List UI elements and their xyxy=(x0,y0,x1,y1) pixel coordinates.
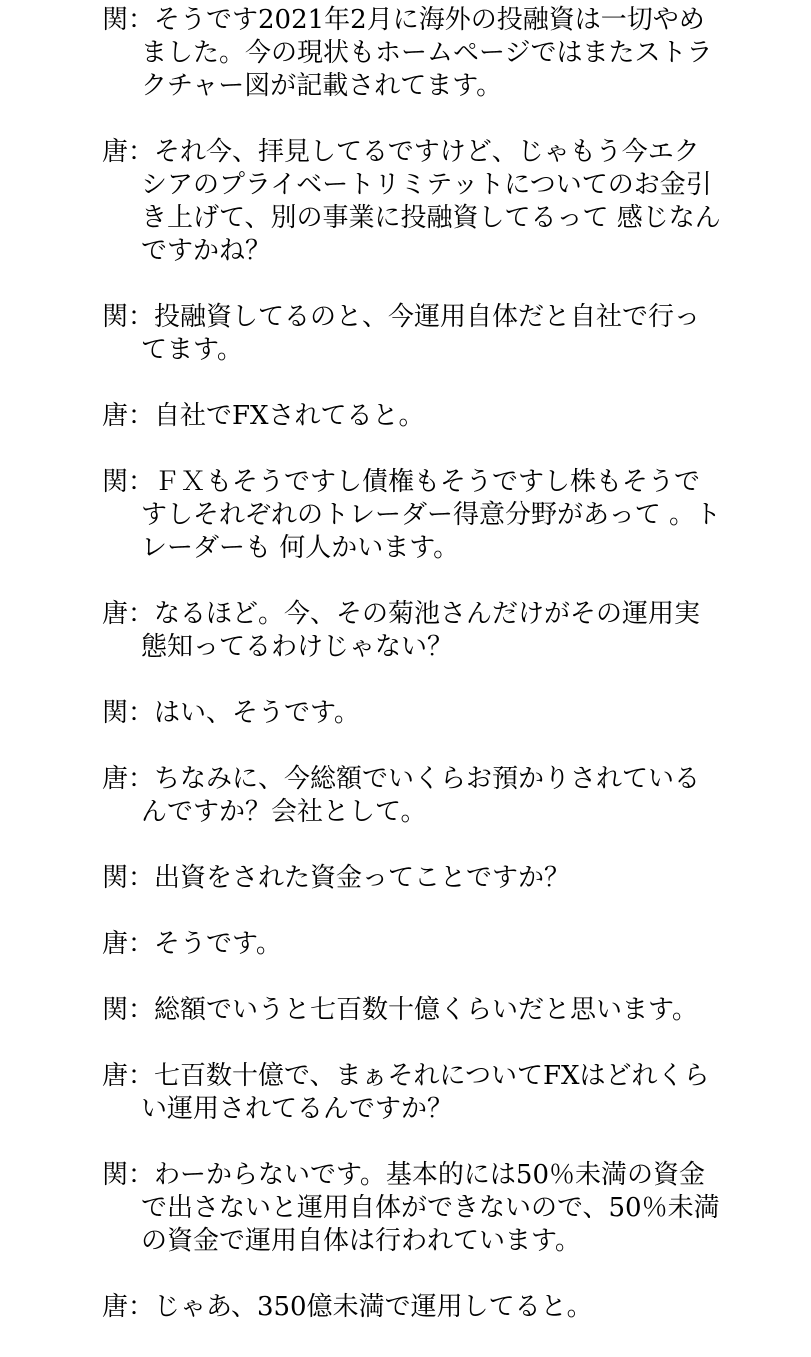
transcript-entry xyxy=(102,466,722,565)
transcript-entry xyxy=(102,697,702,730)
transcript-entry xyxy=(102,4,713,103)
transcript-line: 態知ってるわけじゃない？ xyxy=(141,632,454,662)
transcript-entry xyxy=(102,598,702,664)
transcript-entry xyxy=(102,1159,720,1258)
transcript-entry xyxy=(102,136,721,268)
transcript-line: き上げて、別の事業に投融資してるって 感じなん xyxy=(141,203,721,233)
transcript-line: で出さないと運用自体ができないので、50％未満 xyxy=(141,1193,720,1223)
transcript-line: 関：総額でいうと七百数十億くらいだと思います。 xyxy=(102,995,698,1025)
transcript-entry xyxy=(102,301,702,367)
transcript-entry xyxy=(102,862,702,895)
transcript-line: ですかね？ xyxy=(141,236,272,266)
transcript-entry xyxy=(102,400,702,433)
transcript-line: 関：そうです2021年2月に海外の投融資は一切やめ xyxy=(102,5,705,35)
transcript-entry xyxy=(102,1060,710,1126)
transcript-line: すしそれぞれのトレーダー得意分野があって 。ト xyxy=(141,500,722,530)
transcript-line: 関：はい、そうです。 xyxy=(102,698,360,728)
transcript-entry xyxy=(102,1291,702,1324)
transcript-line: んですか？会社として。 xyxy=(141,797,427,827)
transcript-line: シアのプライベートリミテットについてのお金引 xyxy=(141,170,712,200)
transcript-line: 関：ＦＸもそうですし債権もそうですし株もそうで xyxy=(102,467,701,497)
transcript-line: 関：投融資してるのと、今運用自体だと自社で行っ xyxy=(102,302,701,332)
transcript-line: 唐：それ今、拝見してるですけど、じゃもう今エク xyxy=(102,137,700,167)
transcript-entry xyxy=(102,763,702,829)
transcript-line: 関：出資をされた資金ってことですか？ xyxy=(102,863,571,893)
transcript-line: 唐：七百数十億で、まぁそれについてFXはどれくら xyxy=(102,1061,710,1091)
transcript-line: い運用されてるんですか？ xyxy=(141,1094,454,1124)
transcript-line: 関：わーからないです。基本的には50％未満の資金 xyxy=(102,1160,706,1190)
transcript-entry xyxy=(102,928,702,961)
transcript-line: レーダーも 何人かいます。 xyxy=(141,533,460,563)
transcript-line: の資金で運用自体は行われています。 xyxy=(141,1226,581,1256)
transcript-entry xyxy=(102,994,702,1027)
transcript-line: 唐：ちなみに、今総額でいくらお預かりされている xyxy=(102,764,701,794)
transcript-line: クチャー図が記載されてます。 xyxy=(141,71,503,101)
transcript-line: てます。 xyxy=(141,335,243,365)
transcript-line: 唐：そうです。 xyxy=(102,929,282,959)
transcript-line: 唐：自社でFXされてると。 xyxy=(102,401,425,431)
transcript-page xyxy=(102,4,722,1357)
transcript-line: 唐：なるほど。今、その菊池さんだけがその運用実 xyxy=(102,599,701,629)
transcript-line: ました。今の現状もホームページではまたストラ xyxy=(141,38,713,68)
transcript-line: 唐：じゃあ、350億未満で運用してると。 xyxy=(102,1292,593,1322)
